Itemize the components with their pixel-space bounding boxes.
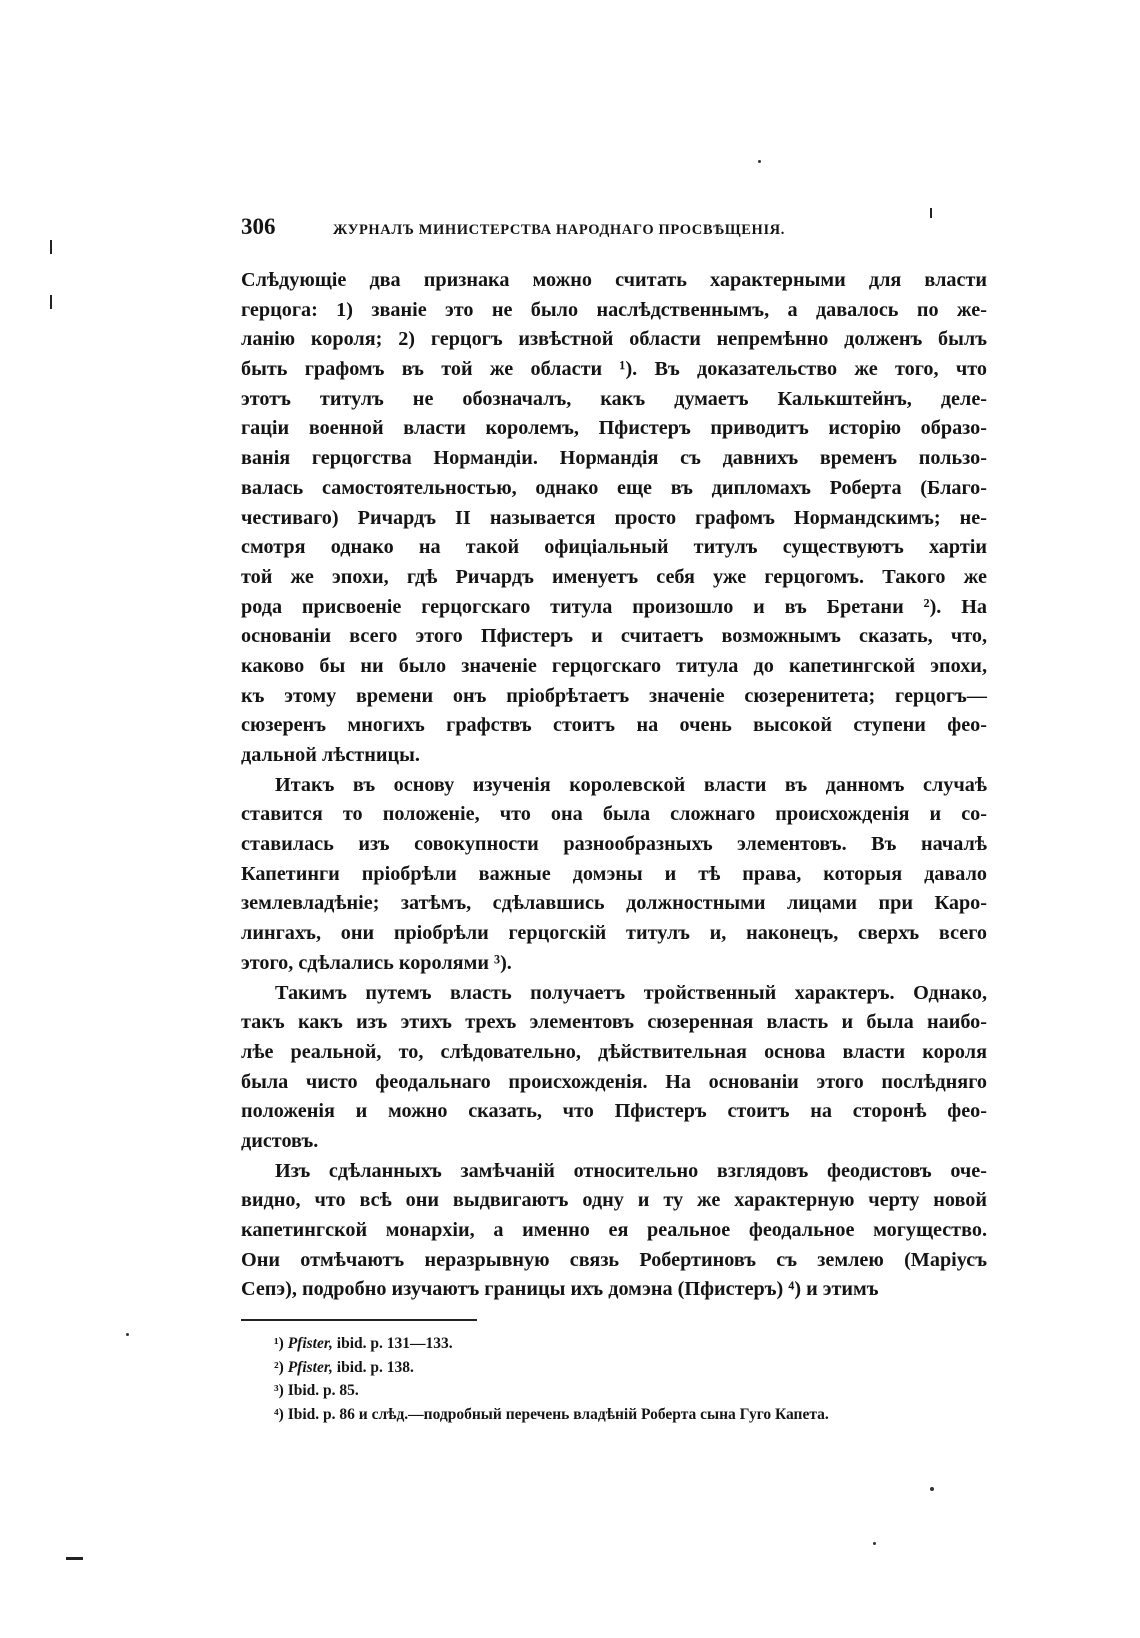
- text-line: лѣе реальной, то, слѣдовательно, дѣйствительная основа власти короля: [241, 1040, 987, 1063]
- text-line: ставится то положеніе, что она была сложнаго происхожденія и со-: [241, 803, 987, 826]
- text-line: честиваго) Ричардъ II называется просто графомъ Нормандскимъ; не-: [241, 506, 987, 529]
- text-line: Капетинги пріобрѣли важные домэны и тѣ права, которыя давало: [241, 862, 987, 885]
- text-line: видно, что всѣ они выдвигаютъ одну и ту же характерную черту новой: [241, 1189, 987, 1212]
- text-line: Изъ сдѣланныхъ замѣчаній относительно взглядовъ феодистовъ оче-: [275, 1159, 987, 1182]
- footnote-text: Ibid. p. 86 и слѣд.—подробный перечень владѣній Роберта сына Гуго Капета.: [283, 1405, 829, 1423]
- text-line: къ этому времени онъ пріобрѣтаетъ значеніе сюзеренитета; герцогъ—: [241, 684, 987, 707]
- text-line: положенія и можно сказать, что Пфистеръ стоитъ на сторонѣ фео-: [241, 1100, 987, 1123]
- text-line: этотъ титулъ не обозначалъ, какъ думаетъ Калькштейнъ, деле-: [241, 387, 987, 410]
- footnote: [274, 1356, 994, 1380]
- footnote: [274, 1403, 994, 1427]
- page-header: [241, 214, 987, 242]
- text-line: той же эпохи, гдѣ Ричардъ именуетъ себя уже герцогомъ. Такого же: [241, 565, 987, 588]
- scan-mark: [50, 240, 52, 254]
- scan-mark: [66, 1557, 83, 1560]
- paragraph: [241, 771, 987, 979]
- footnote-mark: ²): [274, 1358, 284, 1376]
- text-line: ванія герцогства Нормандіи. Нормандія съ давнихъ временъ пользо-: [241, 447, 987, 470]
- text-line: Сепэ), подробно изучаютъ границы ихъ домэна (Пфистеръ) ⁴) и этимъ: [241, 1278, 879, 1301]
- footnote-text: ibid. p. 138.: [332, 1358, 414, 1376]
- scan-mark: [50, 295, 52, 309]
- paragraph: [241, 979, 987, 1157]
- journal-title: ЖУРНАЛЪ МИНИСТЕРСТВА НАРОДНАГО ПРОСВѢЩЕНІЯ.: [333, 222, 785, 238]
- text-line: капетингской монархіи, а именно ея реальное феодальное могущество.: [241, 1219, 987, 1241]
- text-line: Слѣдующіе два признака можно считать характерными для власти: [241, 269, 987, 291]
- page-number: 306: [241, 214, 276, 239]
- text-line: сюзеренъ многихъ графствъ стоитъ на очень высокой ступени фео-: [241, 714, 987, 737]
- footnote-author: Pfister,: [283, 1358, 333, 1376]
- text-line: герцога: 1) званіе это не было наслѣдственнымъ, а давалось по же-: [241, 298, 987, 321]
- text-line: такъ какъ изъ этихъ трехъ элементовъ сюзеренная власть и была наибо-: [241, 1011, 987, 1034]
- footnote-divider: [241, 1319, 477, 1321]
- text-line: валась самостоятельностью, однако еще въ дипломахъ Роберта (Благо-: [241, 476, 987, 499]
- footnote-mark: ¹): [274, 1335, 284, 1352]
- text-line: основаніи всего этого Пфистеръ и считаетъ возможнымъ сказать, что,: [241, 625, 987, 648]
- footnote-text: Ibid. p. 85.: [283, 1382, 359, 1399]
- scan-speck: [758, 160, 761, 163]
- text-line: этого, сдѣлались королями ³).: [241, 951, 512, 974]
- scan-speck: [873, 1542, 876, 1545]
- footnote-author: Pfister,: [283, 1335, 333, 1352]
- text-line: Такимъ путемъ власть получаетъ тройственный характеръ. Однако,: [275, 981, 987, 1004]
- footnote-mark: ³): [274, 1382, 284, 1399]
- text-line: смотря однако на такой офиціальный титулъ существуютъ хартіи: [241, 536, 987, 559]
- text-line: дальной лѣстницы.: [241, 744, 420, 766]
- text-line: рода присвоеніе герцогскаго титула произошло и въ Бретани ²). На: [241, 595, 987, 618]
- text-line: быть графомъ въ той же области ¹). Въ доказательство же того, что: [241, 358, 987, 381]
- paragraph: [241, 266, 987, 771]
- scan-speck: [930, 1487, 934, 1491]
- text-line: землевладѣніе; затѣмъ, сдѣлавшись должностными лицами при Каро-: [241, 892, 987, 915]
- text-line: ставилась изъ совокупности разнообразныхъ элементовъ. Въ началѣ: [241, 833, 987, 856]
- body-text: [241, 266, 987, 1305]
- scan-mark: [930, 208, 932, 218]
- footnote-text: ibid. p. 131—133.: [332, 1335, 453, 1352]
- paragraph: [241, 1157, 987, 1305]
- scan-speck: [126, 1333, 129, 1336]
- text-line: была чисто феодальнаго происхожденія. На основаніи этого послѣдняго: [241, 1070, 987, 1093]
- footnotes: [274, 1332, 994, 1426]
- text-line: каково бы ни было значеніе герцогскаго титула до капетингской эпохи,: [241, 654, 987, 677]
- text-line: дистовъ.: [241, 1129, 319, 1152]
- footnote-mark: ⁴): [274, 1405, 284, 1423]
- text-line: Они отмѣчаютъ неразрывную связь Робертиновъ съ землею (Маріусъ: [241, 1248, 987, 1271]
- text-line: лингахъ, они пріобрѣли герцогскій титулъ и, наконецъ, сверхъ всего: [241, 922, 987, 945]
- text-line: Итакъ въ основу изученія королевской власти въ данномъ случаѣ: [275, 773, 987, 796]
- footnote: [274, 1379, 994, 1403]
- footnote: [274, 1332, 994, 1356]
- text-line: ланію короля; 2) герцогъ извѣстной области непремѣнно долженъ былъ: [241, 328, 987, 351]
- text-line: гаціи военной власти королемъ, Пфистеръ приводитъ исторію образо-: [241, 417, 987, 440]
